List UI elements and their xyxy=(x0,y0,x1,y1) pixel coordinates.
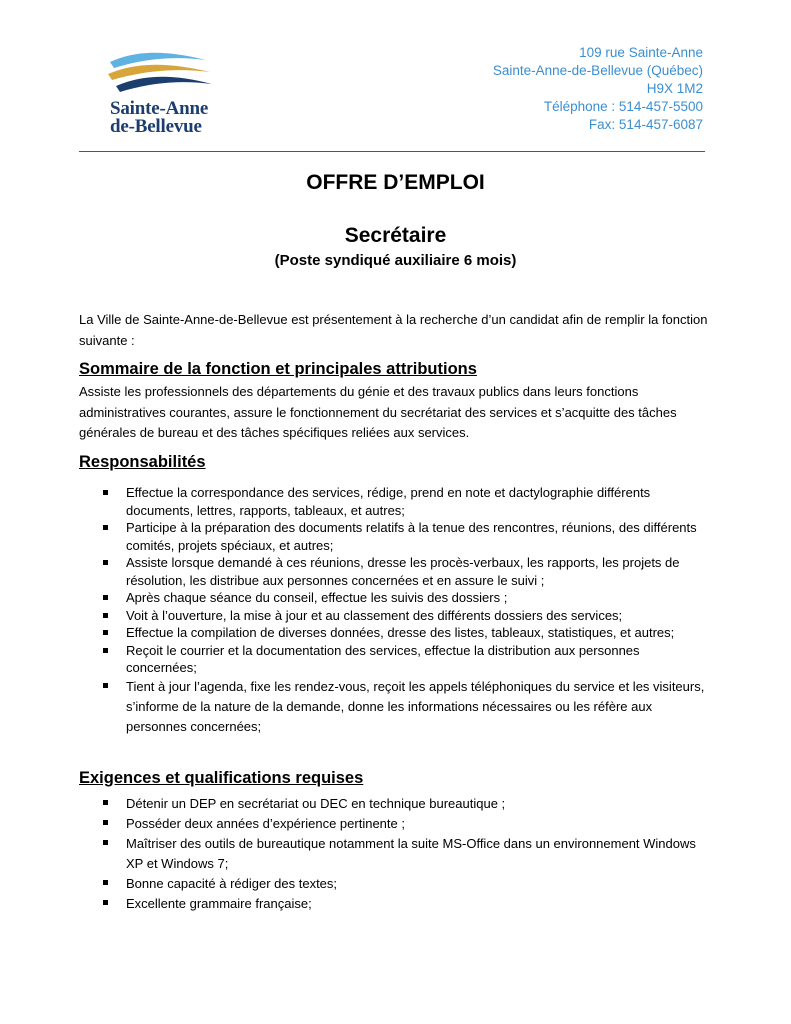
list-item: Posséder deux années d’expérience pertinente ; xyxy=(100,814,710,834)
page-title: OFFRE D’EMPLOI xyxy=(306,171,485,194)
list-item: Maîtriser des outils de bureautique notamment la suite MS-Office dans un environnement Windows XP et Windows 7; xyxy=(100,834,710,874)
list-item: Assiste lorsque demandé à ces réunions, dresse les procès-verbaux, les rapports, les projets de résolution, les distribue aux personnes concernées et en assure le suivi ; xyxy=(100,554,710,589)
list-item: Après chaque séance du conseil, effectue les suivis des dossiers ; xyxy=(100,589,710,607)
position-subtitle: (Poste syndiqué auxiliaire 6 mois) xyxy=(274,252,517,269)
intro-paragraph: La Ville de Sainte-Anne-de-Bellevue est présentement à la recherche d’un candidat afin de remplir la fonction suivante : xyxy=(79,312,708,348)
list-item: Tient à jour l’agenda, fixe les rendez-vous, reçoit les appels téléphoniques du service et les visiteurs, s’informe de la nature de la demande, donne les informations nécessaires ou les réfère aux personnes concernées; xyxy=(100,677,710,737)
address-city: Sainte-Anne-de-Bellevue (Québec) xyxy=(492,63,703,78)
logo-line-2: de-Bellevue xyxy=(110,116,202,137)
list-item: Participe à la préparation des documents relatifs à la tenue des rencontres, réunions, des différents comités, projets spéciaux, et autres; xyxy=(100,519,710,554)
address-block xyxy=(493,44,703,134)
address-postal: H9X 1M2 xyxy=(646,81,703,96)
list-item: Voit à l’ouverture, la mise à jour et au classement des différents dossiers des services; xyxy=(100,607,710,625)
waves-icon xyxy=(106,52,216,97)
exigences-heading: Exigences et qualifications requises xyxy=(79,769,364,787)
list-item: Excellente grammaire française; xyxy=(100,894,710,914)
position-title: Secrétaire xyxy=(344,224,447,247)
sommaire-heading: Sommaire de la fonction et principales attributions xyxy=(79,360,477,378)
list-item: Reçoit le courrier et la documentation des services, effectue la distribution aux personnes concernées; xyxy=(100,642,710,677)
header-divider xyxy=(79,151,705,152)
logo-line-1: Sainte-Anne xyxy=(110,98,209,119)
address-phone: Téléphone : 514-457-5500 xyxy=(543,99,703,114)
list-item: Effectue la compilation de diverses données, dresse des listes, tableaux, statistiques, et autres; xyxy=(100,624,710,642)
address-street: 109 rue Sainte-Anne xyxy=(579,45,703,60)
responsabilites-heading: Responsabilités xyxy=(79,453,206,471)
exigences-list xyxy=(100,794,710,914)
city-logo xyxy=(106,52,226,142)
address-fax: Fax: 514-457-6087 xyxy=(588,117,703,132)
list-item: Bonne capacité à rédiger des textes; xyxy=(100,874,710,894)
responsabilites-list xyxy=(100,484,710,737)
list-item: Détenir un DEP en secrétariat ou DEC en technique bureautique ; xyxy=(100,794,710,814)
sommaire-paragraph: Assiste les professionnels des départements du génie et des travaux publics dans leurs fonctions administratives courantes, assure le fonctionnement du secrétariat des services et s’acquitte des tâches générales de bureau et des tâches spécifiques reliées aux services. xyxy=(79,384,677,440)
list-item: Effectue la correspondance des services, rédige, prend en note et dactylographie différents documents, lettres, rapports, tableaux, et autres; xyxy=(100,484,710,519)
